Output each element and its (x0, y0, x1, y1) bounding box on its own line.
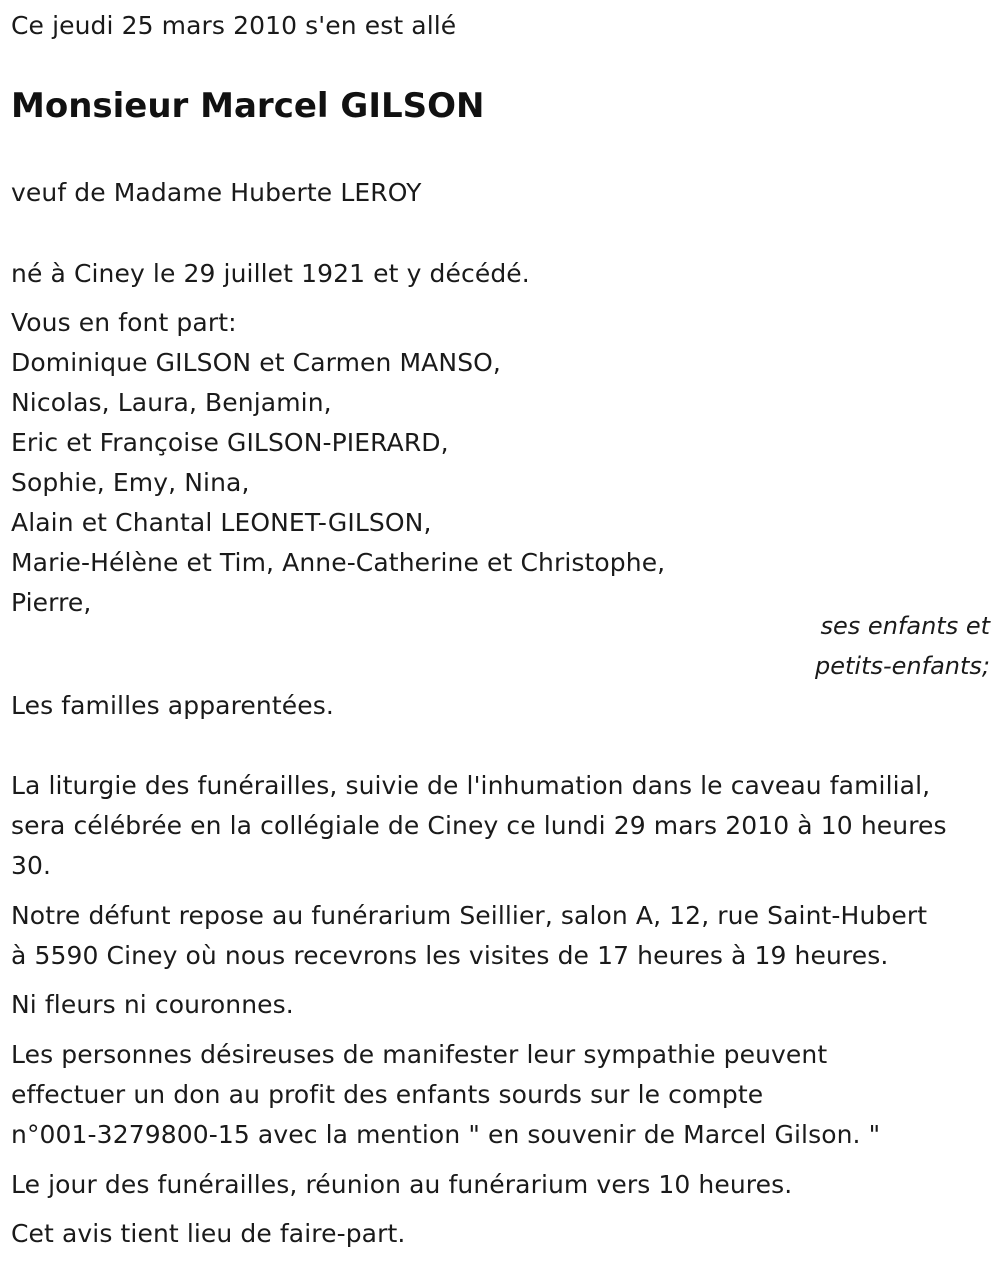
related-families: Les familles apparentées. (11, 691, 334, 720)
family-line: Nicolas, Laura, Benjamin, (11, 388, 332, 417)
repose-line: à 5590 Ciney où nous recevrons les visites de 17 heures à 19 heures. (11, 941, 889, 970)
family-line: Pierre, (11, 588, 92, 617)
birth-death-line: né à Ciney le 29 juillet 1921 et y décédé. (11, 259, 530, 288)
donation-line: effectuer un don au profit des enfants sourds sur le compte (11, 1080, 764, 1109)
family-role-line: petits-enfants; (815, 652, 990, 680)
repose-line: Notre défunt repose au funérarium Seillier, salon A, 12, rue Saint-Hubert (11, 901, 928, 930)
no-flowers-line: Ni fleurs ni couronnes. (11, 990, 294, 1019)
meeting-line: Le jour des funérailles, réunion au funérarium vers 10 heures. (11, 1170, 793, 1199)
donation-line: n°001-3279800-15 avec la mention " en souvenir de Marcel Gilson. " (11, 1120, 881, 1149)
closing-line: Cet avis tient lieu de faire-part. (11, 1219, 406, 1248)
widower-line: veuf de Madame Huberte LEROY (11, 178, 422, 207)
family-line: Alain et Chantal LEONET-GILSON, (11, 508, 432, 537)
intro-line: Ce jeudi 25 mars 2010 s'en est allé (11, 11, 457, 40)
family-line: Marie-Hélène et Tim, Anne-Catherine et Christophe, (11, 548, 666, 577)
liturgy-line: La liturgie des funérailles, suivie de l'inhumation dans le caveau familial, (11, 771, 931, 800)
donation-line: Les personnes désireuses de manifester leur sympathie peuvent (11, 1040, 828, 1069)
deceased-name: Monsieur Marcel GILSON (11, 86, 485, 126)
family-line: Dominique GILSON et Carmen MANSO, (11, 348, 501, 377)
announce-heading: Vous en font part: (11, 308, 237, 337)
liturgy-line: sera célébrée en la collégiale de Ciney ce lundi 29 mars 2010 à 10 heures (11, 811, 947, 840)
family-line: Sophie, Emy, Nina, (11, 468, 250, 497)
family-role-line: ses enfants et (820, 612, 990, 640)
liturgy-line: 30. (11, 851, 52, 880)
family-line: Eric et Françoise GILSON-PIERARD, (11, 428, 449, 457)
